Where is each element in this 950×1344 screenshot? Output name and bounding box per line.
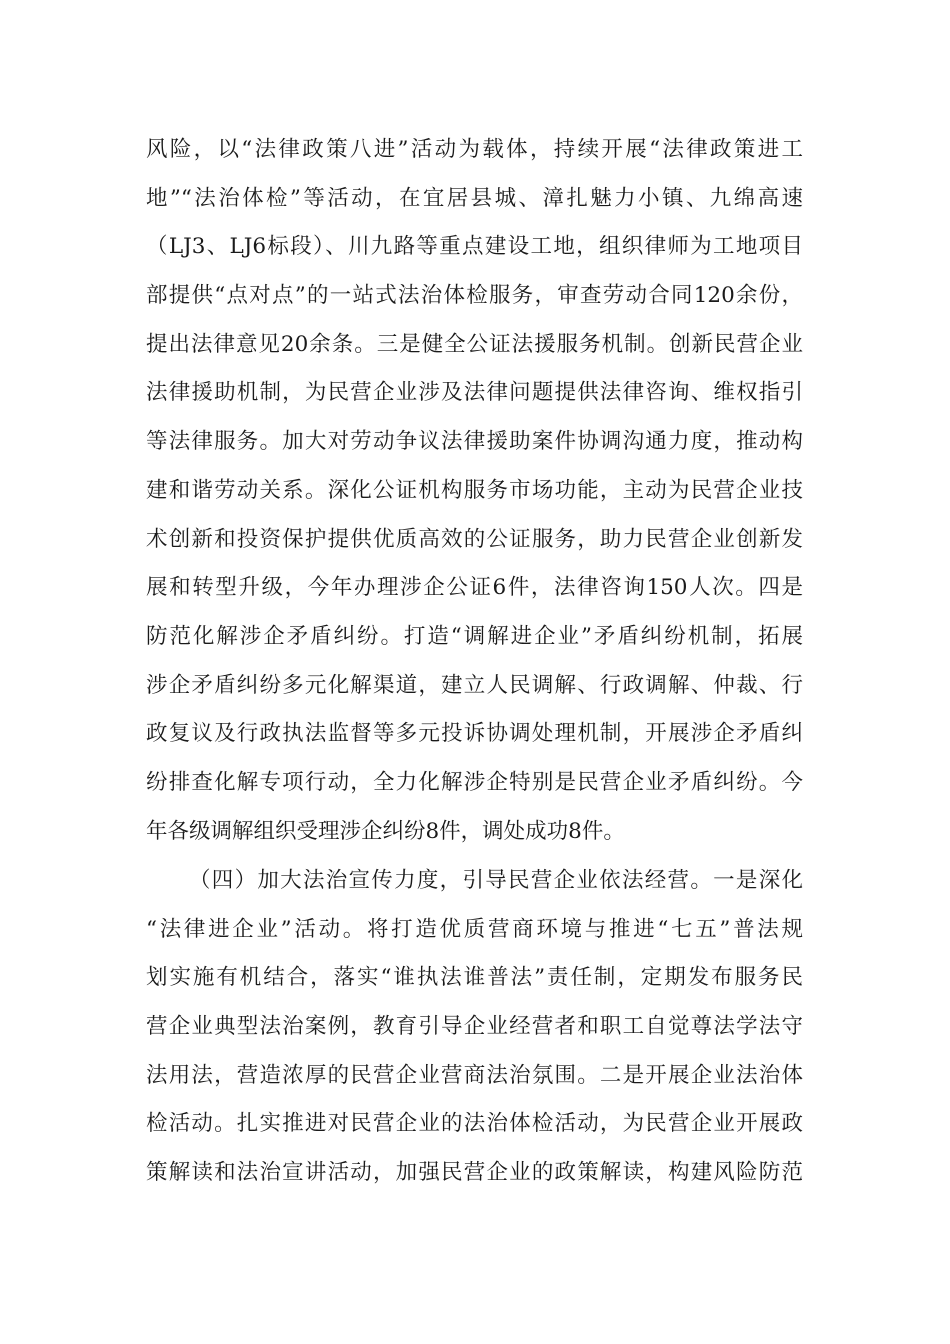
paragraph-line: 法律援助机制，为民营企业涉及法律问题提供法律咨询、维权指引: [146, 380, 803, 406]
paragraph-line: 部提供“点对点”的一站式法治体检服务，审查劳动合同120余份，: [146, 283, 803, 309]
paragraph-line: 地”“法治体检”等活动，在宜居县城、漳扎魅力小镇、九绵高速: [146, 185, 803, 211]
paragraph-line: 策解读和法治宣讲活动，加强民营企业的政策解读，构建风险防范: [146, 1160, 803, 1186]
paragraph-2: [146, 857, 803, 1198]
paragraph-line: 划实施有机结合，落实“谁执法谁普法”责任制，定期发布服务民: [146, 965, 803, 991]
paragraph-line: 检活动。扎实推进对民营企业的法治体检活动，为民营企业开展政: [146, 1111, 803, 1137]
paragraph-line: 建和谐劳动关系。深化公证机构服务市场功能，主动为民营企业技: [146, 477, 803, 503]
paragraph-line: （四）加大法治宣传力度，引导民营企业依法经营。一是深化: [189, 868, 803, 893]
paragraph-line: 涉企矛盾纠纷多元化解渠道，建立人民调解、行政调解、仲裁、行: [146, 672, 803, 698]
paragraph-line: 法用法，营造浓厚的民营企业营商法治氛围。二是开展企业法治体: [146, 1062, 803, 1088]
paragraph-line: 政复议及行政执法监督等多元投诉协调处理机制，开展涉企矛盾纠: [146, 721, 803, 747]
paragraph-line: 风险，以“法律政策八进”活动为载体，持续开展“法律政策进工: [146, 137, 803, 162]
paragraph-line: 纷排查化解专项行动，全力化解涉企特别是民营企业矛盾纠纷。今: [146, 769, 803, 795]
paragraph-line: “法律进企业”活动。将打造优质营商环境与推进“七五”普法规: [146, 916, 803, 942]
paragraph-line: （LJ3、LJ6标段）、川九路等重点建设工地，组织律师为工地项目: [146, 234, 803, 260]
paragraph-line: 营企业典型法治案例，教育引导企业经营者和职工自觉尊法学法守: [146, 1014, 803, 1040]
paragraph-1: [146, 126, 803, 856]
paragraph-line: 等法律服务。加大对劳动争议法律援助案件协调沟通力度，推动构: [146, 429, 803, 455]
paragraph-line: 防范化解涉企矛盾纠纷。打造“调解进企业”矛盾纠纷机制，拓展: [146, 623, 803, 649]
paragraph-line: 术创新和投资保护提供优质高效的公证服务，助力民营企业创新发: [146, 526, 803, 552]
paragraph-line: 提出法律意见20余条。三是健全公证法援服务机制。创新民营企业: [146, 331, 803, 357]
paragraph-line: 展和转型升级，今年办理涉企公证6件，法律咨询150人次。四是: [146, 575, 803, 601]
paragraph-line: 年各级调解组织受理涉企纠纷8件，调处成功8件。: [146, 818, 625, 844]
